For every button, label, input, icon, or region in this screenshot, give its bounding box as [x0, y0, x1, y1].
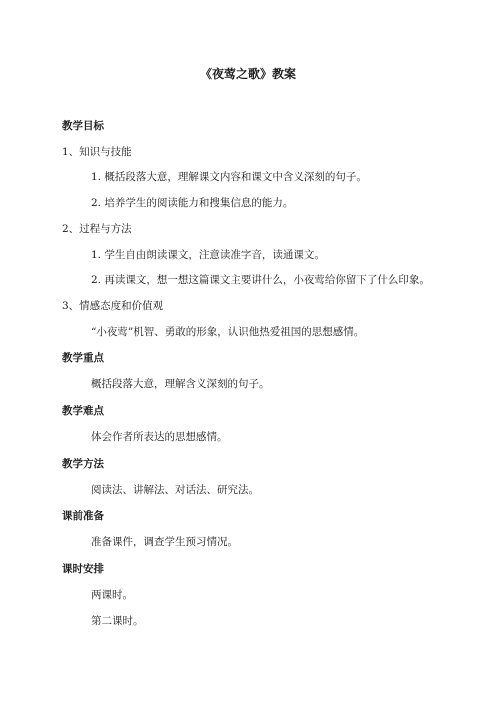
objective-1-item-1: 1. 概括段落大意，理解课文内容和课文中含义深刻的句子。 [91, 171, 367, 183]
key-points-text: 概括段落大意，理解含义深刻的句子。 [91, 378, 270, 390]
preparation-text: 准备课件，调查学生预习情况。 [91, 536, 238, 548]
objective-2-item-1: 1. 学生自由朗读课文，注意读准字音，读通课文。 [91, 249, 325, 261]
objective-1-item-2: 2. 培养学生的阅读能力和搜集信息的能力。 [91, 197, 294, 209]
section-heading-difficulties: 教学难点 [62, 405, 104, 417]
section-heading-schedule: 课时安排 [62, 563, 104, 575]
difficulties-text: 体会作者所表达的思想感情。 [91, 431, 228, 443]
objective-2-item-2: 2. 再读课文，想一想这篇课文主要讲什么，小夜莺给你留下了什么印象。 [91, 274, 430, 286]
objective-3-text: “小夜莺”机智、勇敢的形象，认识他热爱祖国的思想感情。 [91, 326, 365, 338]
section-heading-objectives: 教学目标 [62, 120, 104, 132]
objective-3-label: 3、情感态度和价值观 [62, 300, 164, 312]
objective-2-label: 2、过程与方法 [62, 223, 132, 235]
section-heading-preparation: 课前准备 [62, 510, 104, 522]
schedule-line-2: 第二课时。 [91, 615, 144, 627]
schedule-line-1: 两课时。 [91, 589, 133, 601]
section-heading-methods: 教学方法 [62, 458, 104, 470]
section-heading-key-points: 教学重点 [62, 352, 104, 364]
objective-1-label: 1、知识与技能 [62, 146, 132, 158]
document-title: 《夜莺之歌》教案 [199, 67, 296, 81]
methods-text: 阅读法、讲解法、对话法、研究法。 [91, 484, 259, 496]
